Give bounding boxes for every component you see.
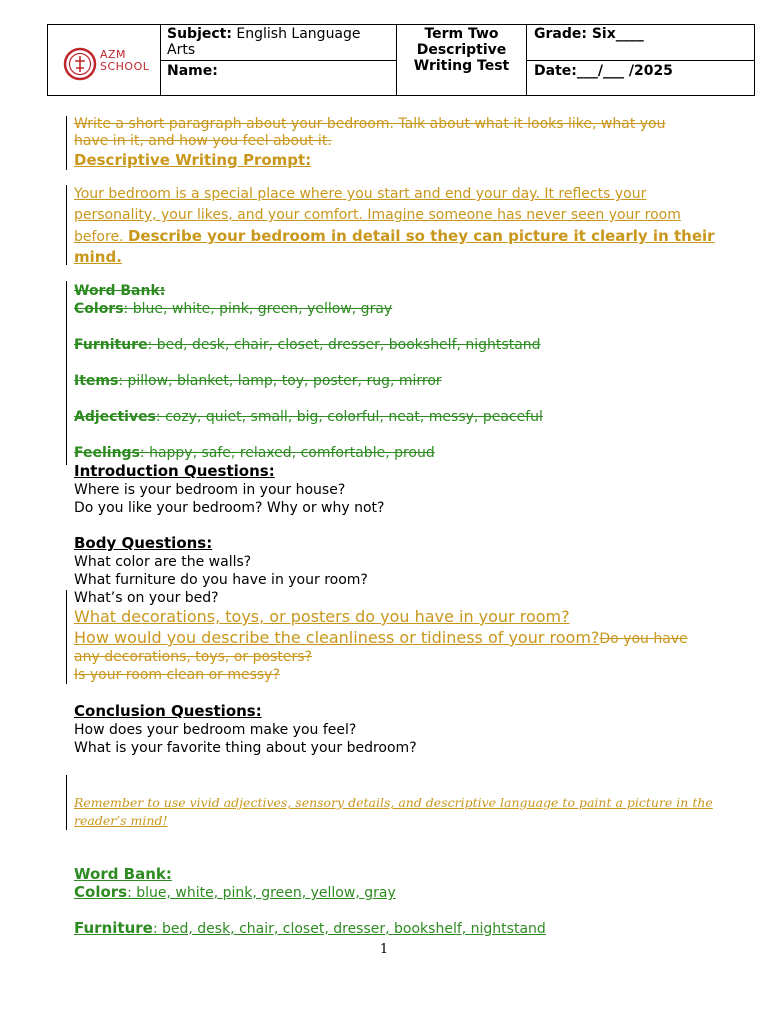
deleted-word-bank-row xyxy=(74,408,543,426)
deleted-word-bank-row xyxy=(74,300,392,318)
word-bank-label: Furniture xyxy=(74,919,153,937)
test-title-line: Descriptive xyxy=(416,42,507,58)
prompt-heading: Descriptive Writing Prompt: xyxy=(74,151,312,169)
subject-value: English Language Arts xyxy=(167,26,361,58)
change-bar xyxy=(66,116,67,170)
intro-heading: Introduction Questions: xyxy=(74,462,275,480)
page-number: 1 xyxy=(379,942,389,957)
deleted-prompt-line: Write a short paragraph about your bedroom. Talk about what it looks like, what you xyxy=(74,116,666,132)
word-bank-values: : bed, desk, chair, closet, dresser, bookshelf, nightstand xyxy=(152,921,546,937)
word-bank-values: : blue, white, pink, green, yellow, gray xyxy=(127,885,396,901)
word-bank-values: : pillow, blanket, lamp, toy, poster, rug, mirror xyxy=(118,373,442,389)
change-bar xyxy=(66,281,67,465)
deleted-word-bank-row xyxy=(74,444,435,462)
word-bank-row xyxy=(74,883,396,902)
subject-cell xyxy=(167,26,393,58)
word-bank-label: Colors xyxy=(74,883,128,901)
change-bar xyxy=(66,775,67,830)
subject-label: Subject: xyxy=(167,26,232,42)
test-title xyxy=(397,26,526,74)
word-bank-label: Furniture xyxy=(74,337,148,353)
body-question-inserted xyxy=(74,628,688,648)
word-bank-values: : cozy, quiet, small, big, colorful, neat, messy, peaceful xyxy=(155,409,543,425)
grade-cell xyxy=(534,26,644,42)
change-bar xyxy=(66,185,67,265)
body-question-inserted: What decorations, toys, or posters do you have in your room? xyxy=(74,607,570,626)
test-title-line: Writing Test xyxy=(413,58,510,74)
date-cell xyxy=(534,63,673,79)
deleted-question: any decorations, toys, or posters? xyxy=(74,649,312,665)
date-label: Date: xyxy=(534,63,577,79)
header-table xyxy=(47,24,755,96)
reminder-line: Remember to use vivid adjectives, sensory details, and descriptive language to paint a picture in the xyxy=(74,795,713,810)
word-bank-values: : happy, safe, relaxed, comfortable, proud xyxy=(139,445,435,461)
prompt-bold-text: mind. xyxy=(74,248,122,266)
word-bank-title: Word Bank: xyxy=(74,865,172,883)
word-bank-label: Colors xyxy=(74,301,124,317)
conclusion-heading: Conclusion Questions: xyxy=(74,702,262,720)
change-bar xyxy=(66,590,67,684)
prompt-line xyxy=(74,227,715,246)
body-question: What’s on your bed? xyxy=(74,590,219,606)
logo-text: SCHOOL xyxy=(100,60,150,73)
inserted-text: How would you describe the cleanliness or tidiness of your room? xyxy=(74,628,600,647)
deleted-text: Do you have xyxy=(599,631,688,647)
deleted-word-bank-row xyxy=(74,336,541,354)
prompt-line: personality, your likes, and your comfort. Imagine someone has never seen your room xyxy=(74,207,681,223)
header-divider xyxy=(526,60,755,61)
intro-question: Where is your bedroom in your house? xyxy=(74,482,346,498)
grade-label: Grade: xyxy=(534,26,587,42)
word-bank-label: Feelings xyxy=(74,445,140,461)
intro-question: Do you like your bedroom? Why or why not? xyxy=(74,500,385,516)
school-seal-icon xyxy=(63,47,97,81)
conclusion-question: What is your favorite thing about your bedroom? xyxy=(74,740,417,756)
school-logo xyxy=(63,47,155,81)
date-value: ___/___ /2025 xyxy=(576,63,673,79)
test-title-line: Term Two xyxy=(424,26,499,42)
deleted-word-bank-title: Word Bank: xyxy=(74,283,166,299)
word-bank-row xyxy=(74,919,546,938)
name-label: Name: xyxy=(167,63,218,79)
prompt-text: before. xyxy=(74,229,128,245)
word-bank-label: Adjectives xyxy=(74,409,156,425)
logo-text: AZM xyxy=(100,48,127,61)
prompt-bold-text: Describe your bedroom in detail so they can picture it clearly in their xyxy=(127,227,715,245)
deleted-question: Is your room clean or messy? xyxy=(74,667,280,683)
body-question: What color are the walls? xyxy=(74,554,252,570)
grade-value: Six____ xyxy=(591,26,644,42)
conclusion-question: How does your bedroom make you feel? xyxy=(74,722,357,738)
word-bank-values: : blue, white, pink, green, yellow, gray xyxy=(123,301,393,317)
prompt-line: Your bedroom is a special place where you start and end your day. It reflects your xyxy=(74,186,647,202)
deleted-prompt-line: have in it, and how you feel about it. xyxy=(74,133,332,149)
word-bank-label: Items xyxy=(74,373,119,389)
header-divider xyxy=(160,60,396,61)
reminder-line: reader’s mind! xyxy=(74,813,168,828)
deleted-word-bank-row xyxy=(74,372,442,390)
body-question: What furniture do you have in your room? xyxy=(74,572,368,588)
word-bank-values: : bed, desk, chair, closet, dresser, bookshelf, nightstand xyxy=(147,337,541,353)
body-heading: Body Questions: xyxy=(74,534,213,552)
